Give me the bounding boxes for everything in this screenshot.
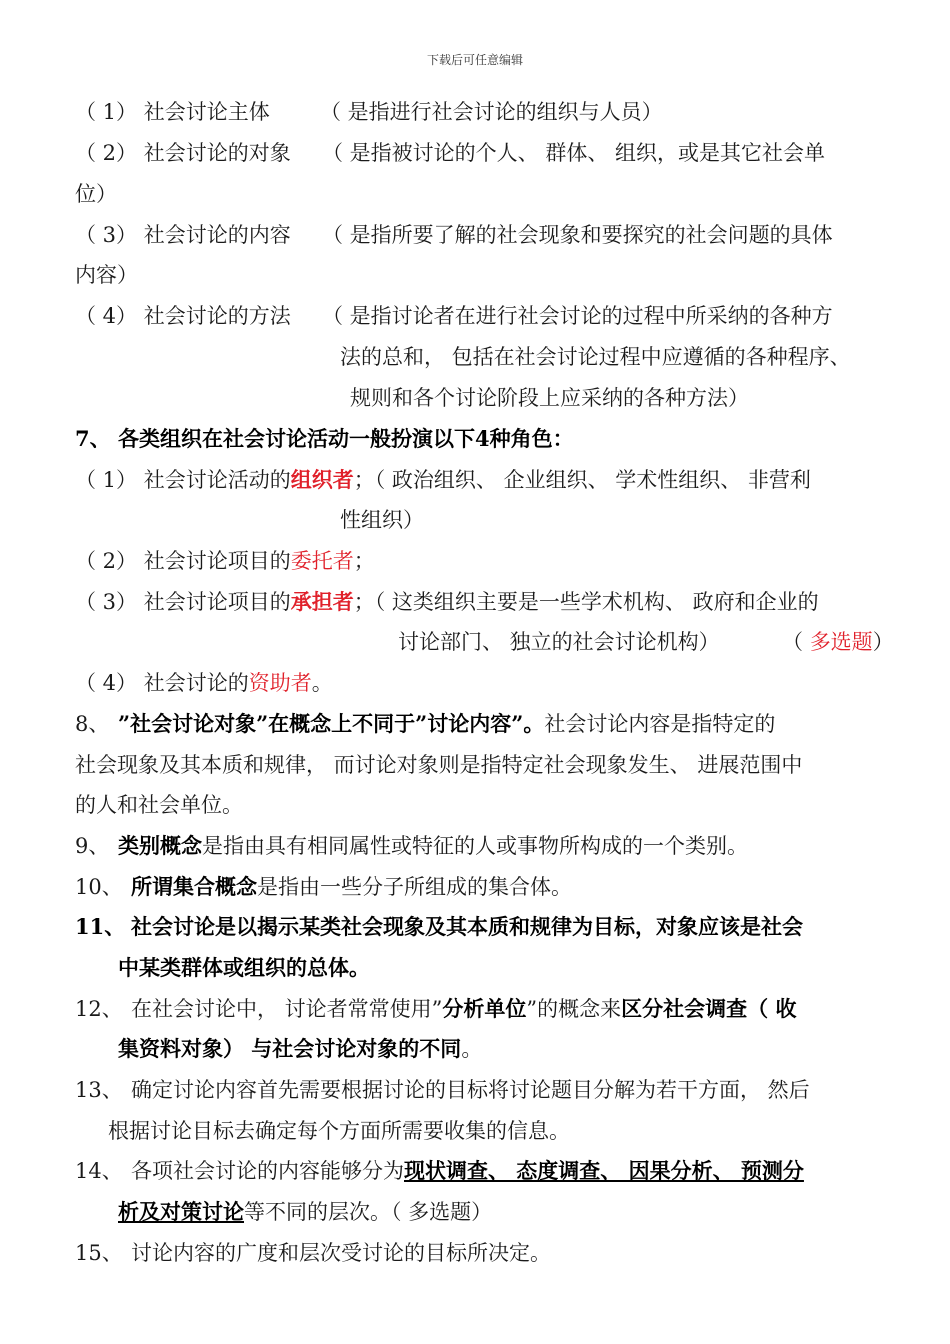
section-12-cont-end: 。 xyxy=(461,1037,483,1061)
item-1-desc: （ 是指进行社会讨论的组织与人员） xyxy=(320,100,663,124)
item-3-desc: （ 是指所要了解的社会现象和要探究的社会问题的具体 xyxy=(322,223,833,247)
collective-concept-term: 所谓集合概念 xyxy=(131,874,257,899)
role-1-prefix: （ 1） 社会讨论活动的 xyxy=(75,468,291,492)
role-undertaker: 承担者 xyxy=(290,589,354,614)
role-sponsor: 资助者 xyxy=(248,671,312,695)
section-12-bold: 区分社会调查（ 收 xyxy=(621,996,797,1021)
section-15: 讨论内容的广度和层次受讨论的目标所决定。 xyxy=(131,1241,551,1265)
note-open: （ xyxy=(782,630,803,654)
role-4-prefix: （ 4） 社会讨论的 xyxy=(75,671,249,695)
category-concept-term: 类别概念 xyxy=(118,833,202,858)
role-2-suffix: ； xyxy=(353,549,375,573)
section-8-number: 8、 xyxy=(75,712,110,736)
section-11-cont: 中某类群体或组织的总体。 xyxy=(118,955,370,980)
section-14-text: 各项社会讨论的内容能够分为 xyxy=(131,1159,404,1183)
section-12-cont-bold: 集资料对象） 与社会讨论对象的不同 xyxy=(118,1036,462,1061)
section-12-number: 12、 xyxy=(75,997,123,1021)
analysis-unit-term: 分析单位 xyxy=(442,996,527,1021)
section-8-text: 社会讨论内容是指特定的 xyxy=(544,712,776,736)
role-3 xyxy=(75,587,819,617)
item-4-desc-cont-2: 规则和各个讨论阶段上应采纳的各种方法） xyxy=(350,386,749,410)
page-header: 下载后可任意编辑 xyxy=(426,53,523,67)
item-3-label: （ 3） 社会讨论的内容 xyxy=(75,223,291,247)
section-14-cont-text: 等不同的层次。（ 多选题） xyxy=(244,1200,493,1224)
note-close: ） xyxy=(872,630,894,654)
section-12-text-a: 在社会讨论中， 讨论者常常使用” xyxy=(131,997,443,1021)
section-14-cont xyxy=(118,1197,492,1227)
item-4-desc-cont-1: 法的总和， 包括在社会讨论过程中应遵循的各种程序、 xyxy=(340,345,851,369)
section-14 xyxy=(131,1156,804,1186)
section-13: 确定讨论内容首先需要根据讨论的目标将讨论题目分解为若干方面， 然后 xyxy=(131,1078,810,1102)
section-14-number: 14、 xyxy=(75,1159,123,1183)
role-4 xyxy=(75,668,333,698)
role-2 xyxy=(75,546,375,576)
section-7-heading: 各类组织在社会讨论活动一般扮演以下4种角色： xyxy=(118,426,574,451)
section-11: 社会讨论是以揭示某类社会现象及其本质和规律为目标，对象应该是社会 xyxy=(131,914,803,939)
section-11-number: 11、 xyxy=(75,914,126,939)
item-2-desc-cont: 位） xyxy=(75,182,117,206)
section-8-cont-2: 的人和社会单位。 xyxy=(75,793,243,817)
section-8 xyxy=(118,709,775,739)
section-7-number: 7、 xyxy=(75,426,111,451)
section-13-number: 13、 xyxy=(75,1078,123,1102)
section-8-bold: ”社会讨论对象”在概念上不同于”讨论内容”。 xyxy=(118,711,545,736)
section-10-number: 10、 xyxy=(75,875,123,899)
role-3-note xyxy=(782,627,894,657)
item-4-label: （ 4） 社会讨论的方法 xyxy=(75,304,291,328)
item-2-label: （ 2） 社会讨论的对象 xyxy=(75,141,291,165)
section-9 xyxy=(118,831,748,861)
role-client: 委托者 xyxy=(290,549,354,573)
item-2-desc: （ 是指被讨论的个人、 群体、 组织，或是其它社会单 xyxy=(322,141,826,165)
content-levels-list-cont: 析及对策讨论 xyxy=(118,1199,244,1224)
role-4-suffix: 。 xyxy=(311,671,333,695)
section-15-number: 15、 xyxy=(75,1241,123,1265)
role-1-cont: 性组织） xyxy=(340,508,424,532)
section-12 xyxy=(131,994,796,1024)
section-8-cont-1: 社会现象及其本质和规律， 而讨论对象则是指特定社会现象发生、 进展范围中 xyxy=(75,753,803,777)
section-10-text: 是指由一些分子所组成的集合体。 xyxy=(257,875,572,899)
role-organizer: 组织者 xyxy=(290,467,354,492)
section-13-cont: 根据讨论目标去确定每个方面所需要收集的信息。 xyxy=(108,1119,570,1143)
section-10 xyxy=(131,872,572,902)
content-levels-list: 现状调查、 态度调查、 因果分析、 预测分 xyxy=(404,1158,804,1183)
role-2-prefix: （ 2） 社会讨论项目的 xyxy=(75,549,291,573)
section-9-text: 是指由具有相同属性或特征的人或事物所构成的一个类别。 xyxy=(202,834,748,858)
item-3-desc-cont: 内容） xyxy=(75,263,138,287)
multi-choice-tag: 多选题 xyxy=(809,630,873,654)
item-4-desc: （ 是指讨论者在进行社会讨论的过程中所采纳的各种方 xyxy=(322,304,833,328)
section-12-cont xyxy=(118,1034,482,1064)
section-12-text-c: ”的概念来 xyxy=(526,997,622,1021)
role-3-cont: 讨论部门、 独立的社会讨论机构） xyxy=(398,630,720,654)
role-3-suffix: ；（ 这类组织主要是一些学术机构、 政府和企业的 xyxy=(353,590,819,614)
role-1 xyxy=(75,465,811,495)
role-1-suffix: ；（ 政治组织、 企业组织、 学术性组织、 非营利 xyxy=(353,468,811,492)
role-3-prefix: （ 3） 社会讨论项目的 xyxy=(75,590,291,614)
section-9-number: 9、 xyxy=(75,834,110,858)
item-1-label: （ 1） 社会讨论主体 xyxy=(75,100,270,124)
